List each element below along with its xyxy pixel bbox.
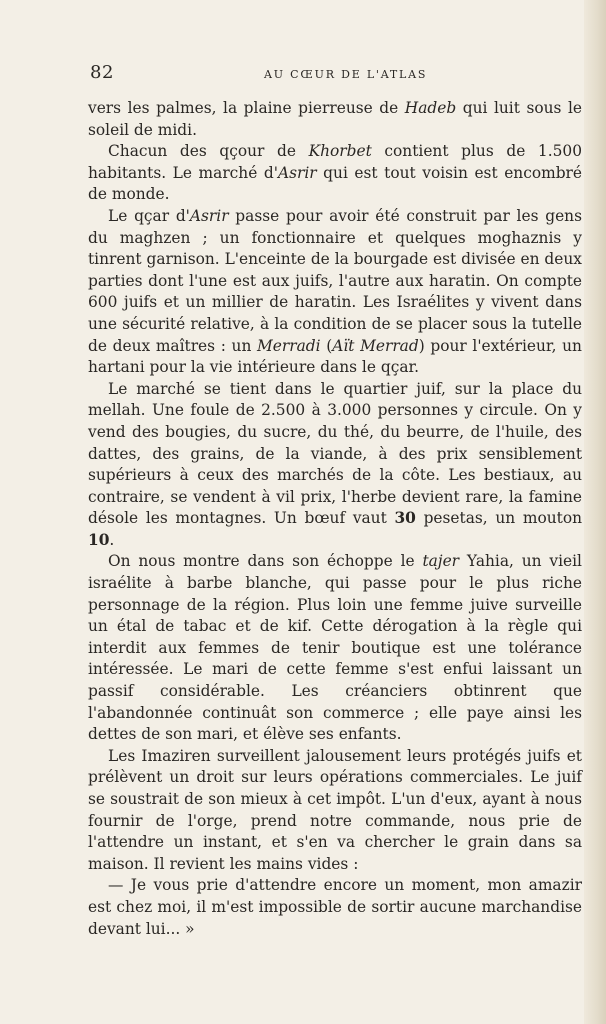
page-edge-shadow [584,0,606,1024]
text-run: 30 [394,509,416,528]
paragraph [88,746,582,876]
text-run: pesetas, un mouton [415,509,582,528]
paragraph [88,141,582,206]
text-run: Les Imaziren surveillent jalousement leurs protégés juifs et prélèvent un droit sur leurs opérations commerciales. Le juif se soustrait de son mieux à cet impôt. L'un d'eux, ayant à nous fournir de l'orge, prend notre commande, nous prie de l'attendre un instant, et s'en va chercher le grain dans sa maison. Il revient les mains vides : [88,746,582,873]
text-run: 10 [88,530,110,549]
text-run: . [109,530,115,549]
text-run: Le marché se tient dans le quartier juif, sur la place du mellah. Une foule de 2.500 à 3.000 personnes y circule. On y vend des bougies, du sucre, du thé, du beurre, de l'huile, des dattes, des grains, de la viande, à des prix sensiblement supérieurs à ceux des marchés de la côte. Les bestiaux, au contraire, se vendent à vil prix, l'herbe devient rare, la famine désole les montagnes. Un bœuf vaut [88,379,582,528]
text-run: Le qçar d' [108,206,190,225]
text-run: qui luit sous le soleil de midi. [88,99,582,139]
italic-term: tajer [422,552,460,571]
italic-term: Aït Merrad [332,336,419,355]
text-run: qui est tout voisin est encombré de monde. [88,163,583,204]
page-header [90,62,582,86]
text-run: vers les palmes, la plaine pierreuse de [88,99,405,117]
italic-term: Asrir [189,206,229,225]
text-run: — Je vous prie d'attendre encore un moment, mon amazir est chez moi, il m'est impossible de sortir aucune marchandise devant lui... » [88,876,582,938]
text-run: ) pour l'extérieur, un hartani pour la vie intérieure dans le qçar. [88,336,582,377]
italic-term: Hadeb [404,99,457,117]
page-number: 82 [90,62,114,83]
italic-term: Asrir [277,163,317,182]
text-run: passe pour avoir été construit par les gens du maghzen ; un fonctionnaire et quelques moghaznis y tinrent garnison. L'enceinte de la bourgade est divisée en deux parties dont l'une est aux juifs, l'autre aux haratin. On compte 600 juifs et un millier de haratin. Les Israélites y vivent dans une sécurité relative, à la condition de se placer sous la tutelle de deux maîtres : un [88,206,582,355]
text-run: ( [320,336,333,355]
italic-term: Khorbet [308,142,372,161]
text-run: Chacun des qçour de [108,142,309,161]
paragraph [88,551,582,745]
running-head: AU CŒUR DE L'ATLAS [264,68,428,81]
paragraph [88,379,582,552]
text-run: contient plus de 1.500 habitants. Le marché d' [88,142,582,182]
text-run: On nous montre dans son échoppe le [108,552,423,571]
paragraph [88,98,582,141]
text-run: Yahia, un vieil israélite à barbe blanche, qui passe pour le plus riche personnage de la région. Plus loin une femme juive surveille un étal de tabac et de kif. Cette dérogation à la règle qui interdit aux femmes de tenir boutique est une tolérance intéressée. Le mari de cette femme s'est enfui laissant un passif considérable. Les créanciers obtinrent que l'abandonnée continuât son commerce ; elle paye ainsi les dettes de son mari, et élève ses enfants. [88,552,582,744]
paragraph [88,206,582,379]
paragraph [88,875,582,940]
body-text [88,98,582,940]
italic-term: Merradi [257,336,321,355]
